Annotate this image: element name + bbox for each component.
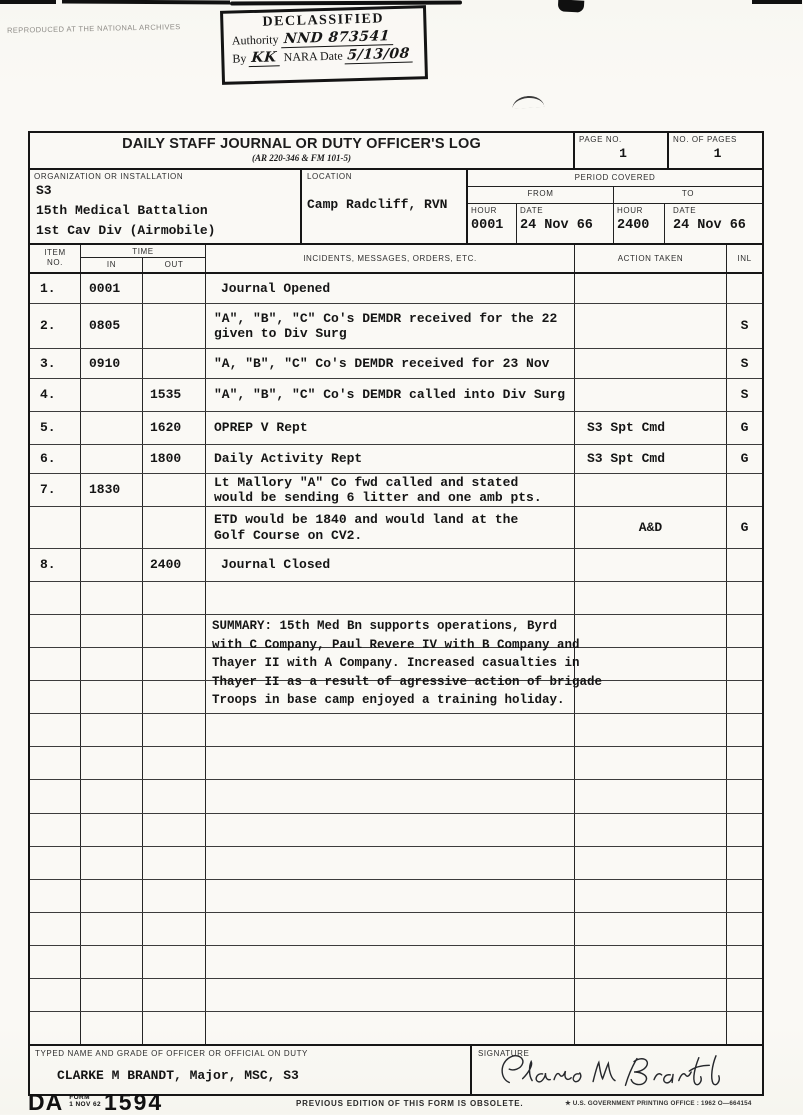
incident-text: would be sending 6 litter and one amb pts. [214, 490, 542, 505]
incident-text: Journal Opened [221, 280, 331, 296]
incidents-header: INCIDENTS, MESSAGES, ORDERS, ETC. [206, 245, 575, 272]
organization-line1: S3 [36, 183, 52, 198]
summary-line: Thayer II as a result of agressive action of brigade [212, 674, 603, 689]
empty-cell [727, 946, 762, 978]
summary-line: Troops in base camp enjoyed a training holiday. [212, 693, 565, 708]
item-cell: 3. [30, 349, 81, 378]
page-no-box [573, 133, 667, 168]
time-in-cell [81, 445, 143, 473]
empty-cell [81, 880, 143, 912]
empty-cell [81, 847, 143, 879]
journal-row-3 [30, 349, 762, 379]
journal-empty-row [30, 747, 762, 780]
item-cell: 4. [30, 379, 81, 411]
inl-cell: G [740, 519, 749, 535]
journal-row-7b [30, 507, 762, 549]
summary-line: SUMMARY: 15th Med Bn supports operations, Byrd [212, 619, 558, 633]
empty-cell [30, 648, 81, 680]
empty-cell [575, 814, 727, 846]
location-label: LOCATION [307, 172, 353, 181]
signature-handwriting [486, 1052, 744, 1092]
to-date-cell [665, 204, 762, 243]
item-cell [30, 507, 81, 548]
empty-cell [206, 714, 575, 746]
time-out-cell: 1620 [143, 412, 206, 444]
stamp-title: DECLASSIFIED [262, 11, 385, 30]
by-label: By [232, 51, 247, 66]
empty-cell [30, 979, 81, 1011]
organization-label: ORGANIZATION OR INSTALLATION [34, 172, 184, 181]
form-info-band [30, 170, 762, 245]
summary-line: with C Company, Paul Revere IV with B Company and [212, 637, 580, 652]
empty-cell [143, 714, 206, 746]
action-taken-header: ACTION TAKEN [575, 245, 727, 272]
empty-cell [727, 648, 762, 680]
empty-cell [81, 780, 143, 812]
item-cell: 6. [30, 445, 81, 473]
empty-cell [81, 946, 143, 978]
empty-cell [206, 880, 575, 912]
empty-cell [81, 1012, 143, 1044]
time-out-header: OUT [164, 260, 184, 269]
inl-cell [727, 549, 762, 581]
empty-cell [206, 979, 575, 1011]
journal-empty-row [30, 714, 762, 747]
typed-name-box [30, 1046, 472, 1094]
journal-table-header [30, 245, 762, 274]
empty-cell [143, 648, 206, 680]
item-cell: 5. [30, 412, 81, 444]
empty-cell [727, 714, 762, 746]
empty-cell [575, 582, 727, 614]
from-date-label: DATE [520, 206, 544, 215]
da-prefix: DA [28, 1089, 64, 1115]
organization-box [30, 170, 302, 243]
period-values-row [468, 204, 762, 243]
page-no-value: 1 [619, 146, 627, 161]
da-form-id [28, 1091, 163, 1113]
page-no-label: PAGE NO. [579, 135, 622, 144]
action-cell [575, 349, 727, 378]
empty-cell [143, 582, 206, 614]
empty-cell [30, 1012, 81, 1044]
incident-text: "A", "B", "C" Co's DEMDR received for the 22 [214, 310, 558, 326]
item-no-header [30, 245, 81, 272]
journal-row-6 [30, 445, 762, 474]
time-out-cell [143, 474, 206, 506]
incident-text: OPREP V Rept [214, 420, 308, 436]
time-out-cell [143, 274, 206, 303]
action-cell [575, 474, 727, 506]
no-of-pages-label: NO. OF PAGES [673, 135, 737, 144]
from-hour-cell [468, 204, 517, 243]
empty-cell [30, 913, 81, 945]
empty-cell [575, 847, 727, 879]
time-header-label: TIME [81, 245, 205, 258]
journal-row-2 [30, 304, 762, 349]
form-edition-date: 1 NOV 62 [69, 1100, 101, 1108]
journal-empty-row [30, 1012, 762, 1044]
form-footer-band [30, 1044, 762, 1094]
empty-cell [30, 880, 81, 912]
incident-text: ETD would be 1840 and would land at the [214, 512, 519, 527]
scan-artifact [62, 0, 230, 4]
empty-cell [81, 681, 143, 713]
time-in-cell [81, 549, 143, 581]
authority-handwritten-value: NND 873541 [281, 28, 394, 48]
journal-row-1 [30, 274, 762, 304]
incident-text: "A, "B", "C" Co's DEMDR received for 23 Nov [214, 355, 550, 371]
journal-empty-row [30, 780, 762, 813]
empty-cell [575, 946, 727, 978]
location-box [302, 170, 468, 243]
time-in-cell [81, 379, 143, 411]
incident-text: Golf Course on CV2. [214, 527, 363, 543]
time-in-cell: 0910 [81, 349, 143, 378]
empty-cell [143, 880, 206, 912]
no-of-pages-box [667, 133, 762, 168]
journal-empty-row [30, 913, 762, 946]
item-cell: 7. [30, 474, 81, 506]
time-in-cell: 0001 [81, 274, 143, 303]
empty-cell [727, 780, 762, 812]
form-id-strip [28, 1091, 788, 1114]
nara-date-label: NARA Date [283, 48, 343, 65]
time-out-cell: 1535 [143, 379, 206, 411]
journal-empty-row [30, 847, 762, 880]
empty-cell [575, 747, 727, 779]
empty-cell [206, 913, 575, 945]
journal-row-5 [30, 412, 762, 445]
from-date-value: 24 Nov 66 [520, 218, 593, 233]
time-out-cell [143, 349, 206, 378]
by-handwritten-initials: KK [249, 49, 282, 67]
archives-reproduction-note: REPRODUCED AT THE NATIONAL ARCHIVES [6, 22, 181, 35]
empty-cell [206, 780, 575, 812]
inl-header: INL [737, 254, 752, 263]
empty-cell [143, 946, 206, 978]
empty-cell [143, 681, 206, 713]
da-form-1594 [28, 131, 764, 1096]
empty-cell [727, 880, 762, 912]
empty-cell [81, 814, 143, 846]
inl-cell: G [740, 451, 749, 467]
item-cell: 8. [30, 549, 81, 581]
incident-text: Lt Mallory "A" Co fwd called and stated [214, 474, 519, 490]
to-hour-cell [614, 204, 665, 243]
empty-cell [575, 1012, 727, 1044]
da-form-edition [69, 1095, 101, 1108]
empty-cell [81, 582, 143, 614]
organization-line2: 15th Medical Battalion [36, 203, 208, 218]
empty-cell [727, 979, 762, 1011]
empty-cell [143, 979, 206, 1011]
time-out-cell [143, 507, 206, 548]
form-number: 1594 [103, 1089, 164, 1115]
empty-cell [30, 747, 81, 779]
item-cell: 1. [30, 274, 81, 303]
inl-cell: S [740, 387, 749, 403]
empty-cell [575, 913, 727, 945]
incident-text: given to Div Surg [214, 326, 347, 341]
empty-cell [30, 681, 81, 713]
signature-box [472, 1046, 762, 1094]
empty-cell [30, 847, 81, 879]
empty-cell [206, 582, 575, 614]
gpo-printing-note: ★ U.S. GOVERNMENT PRINTING OFFICE : 1962 O—664154 [565, 1100, 752, 1107]
item-header-line1: ITEM [44, 248, 66, 257]
action-cell [575, 549, 727, 581]
action-cell: A&D [575, 507, 727, 548]
summary-line: Thayer II with A Company. Increased casualties in [212, 656, 580, 671]
item-cell: 2. [30, 304, 81, 348]
scan-squiggle-mark [512, 95, 545, 109]
period-covered-box [468, 170, 762, 243]
signature-label: SIGNATURE [478, 1049, 530, 1058]
time-header [81, 245, 206, 272]
item-header-line2: NO. [46, 258, 64, 267]
scan-artifact [752, 0, 802, 4]
empty-cell [30, 714, 81, 746]
empty-cell [143, 814, 206, 846]
time-out-cell: 1800 [143, 445, 206, 473]
scan-artifact [230, 0, 462, 5]
journal-row-4 [30, 379, 762, 412]
time-in-cell: 1830 [81, 474, 143, 506]
empty-cell [575, 780, 727, 812]
empty-cell [727, 814, 762, 846]
empty-cell [81, 747, 143, 779]
typed-name-label: TYPED NAME AND GRADE OF OFFICER OR OFFICIAL ON DUTY [35, 1049, 308, 1058]
empty-cell [30, 814, 81, 846]
empty-cell [81, 913, 143, 945]
empty-cell [30, 780, 81, 812]
time-in-header: IN [81, 258, 143, 272]
empty-cell [30, 946, 81, 978]
period-to-label: TO [614, 187, 762, 204]
empty-cell [143, 780, 206, 812]
location-value: Camp Radcliff, RVN [307, 197, 448, 212]
empty-cell [727, 1012, 762, 1044]
empty-cell [143, 913, 206, 945]
typed-name-value: CLARKE M BRANDT, Major, MSC, S3 [57, 1068, 299, 1083]
action-cell [575, 304, 727, 348]
form-title-band [30, 133, 762, 170]
empty-cell [143, 847, 206, 879]
journal-row-7a [30, 474, 762, 507]
from-hour-label: HOUR [471, 206, 497, 215]
empty-cell [727, 681, 762, 713]
inl-cell [727, 474, 762, 506]
empty-cell [575, 979, 727, 1011]
empty-cell [81, 979, 143, 1011]
incident-text: "A", "B", "C" Co's DEMDR called into Div Surg [214, 387, 566, 403]
empty-cell [575, 880, 727, 912]
form-subtitle: (AR 220-346 & FM 101-5) [252, 153, 351, 163]
empty-cell [143, 1012, 206, 1044]
form-title-box [30, 133, 573, 168]
empty-cell [206, 946, 575, 978]
empty-cell [30, 582, 81, 614]
empty-cell [727, 847, 762, 879]
action-cell [575, 379, 727, 411]
scan-artifact [0, 0, 56, 4]
authority-label: Authority [231, 32, 279, 48]
from-hour-value: 0001 [471, 218, 504, 233]
empty-cell [81, 714, 143, 746]
empty-cell [727, 615, 762, 647]
empty-cell [206, 814, 575, 846]
time-out-cell [143, 304, 206, 348]
scan-artifact [558, 0, 585, 13]
organization-line3: 1st Cav Div (Airmobile) [36, 223, 216, 238]
period-from-to-row [468, 187, 762, 204]
to-hour-value: 2400 [617, 218, 650, 233]
empty-cell [143, 615, 206, 647]
empty-cell [30, 615, 81, 647]
journal-empty-row [30, 814, 762, 847]
time-in-cell: 0805 [81, 304, 143, 348]
time-in-out-row [81, 258, 205, 272]
period-covered-label: PERIOD COVERED [468, 170, 762, 187]
empty-cell [727, 582, 762, 614]
journal-row-8 [30, 549, 762, 582]
empty-cell [727, 913, 762, 945]
journal-empty-row [30, 979, 762, 1012]
no-of-pages-value: 1 [713, 146, 722, 161]
daily-summary [212, 617, 614, 710]
action-cell [575, 274, 727, 303]
to-date-value: 24 Nov 66 [673, 218, 746, 233]
journal-empty-row [30, 582, 762, 615]
time-in-cell [81, 507, 143, 548]
to-hour-label: HOUR [617, 206, 643, 215]
time-out-cell: 2400 [143, 549, 206, 581]
obsolete-edition-note: PREVIOUS EDITION OF THIS FORM IS OBSOLETE. [296, 1099, 524, 1108]
empty-cell [206, 1012, 575, 1044]
empty-cell [81, 615, 143, 647]
empty-cell [143, 747, 206, 779]
inl-cell: S [740, 318, 749, 334]
journal-empty-row [30, 880, 762, 913]
declassified-stamp [220, 5, 428, 85]
inl-cell: G [740, 420, 749, 436]
action-cell: S3 Spt Cmd [575, 445, 727, 473]
empty-cell [575, 714, 727, 746]
form-title: DAILY STAFF JOURNAL OR DUTY OFFICER'S LOG [122, 136, 481, 152]
empty-cell [727, 747, 762, 779]
inl-cell [727, 274, 762, 303]
incident-text: Journal Closed [221, 557, 331, 573]
inl-cell: S [740, 355, 749, 371]
period-from-label: FROM [468, 187, 614, 204]
action-cell: S3 Spt Cmd [575, 412, 727, 444]
journal-empty-row [30, 946, 762, 979]
empty-cell [81, 648, 143, 680]
empty-cell [206, 847, 575, 879]
time-in-cell [81, 412, 143, 444]
to-date-label: DATE [673, 206, 697, 215]
empty-cell [206, 747, 575, 779]
from-date-cell [517, 204, 614, 243]
nara-date-handwritten-value: 5/13/08 [345, 45, 415, 64]
incident-text: Daily Activity Rept [214, 451, 363, 467]
form-word: FORM [69, 1094, 90, 1101]
